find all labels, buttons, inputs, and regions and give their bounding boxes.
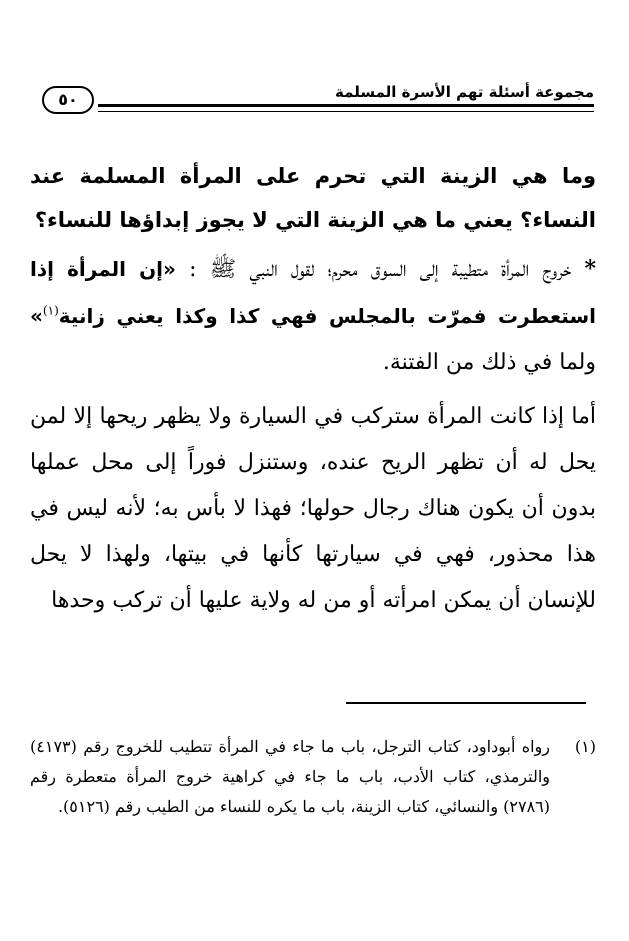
hadith-quote: «إن المرأة إذا استعطرت فمرّت بالمجلس فهي كذا وكذا يعني زانية — [30, 257, 596, 328]
hadith-close-quote: » — [30, 304, 43, 328]
second-paragraph: أما إذا كانت المرأة ستركب في السيارة ولا يظهر ريحها إلا لمن يحل له أن تظهر الريح عنده، وستنزل فوراً إلى محل عملها بدون أن يكون هناك رجال حولها؛ فهذا لا بأس به؛ لأنه ليس في هذا محذور، فهي في سيارتها كأنها في بيتها، ولهذا لا يحل للإنسان أن يمكن امرأته أو من له ولاية عليها أن تركب وحدها — [30, 404, 596, 613]
answer-paragraph — [30, 246, 596, 386]
footnote-separator — [346, 702, 586, 704]
header-rule-thin — [98, 111, 594, 112]
footnote — [30, 732, 596, 822]
answer-text-after: ولما في ذلك من الفتنة. — [382, 350, 596, 375]
page-header — [42, 78, 594, 140]
bullet-star-icon: * — [584, 256, 596, 282]
header-rule-thick — [98, 104, 594, 107]
running-title: مجموعة أسئلة تهم الأسرة المسلمة — [335, 83, 594, 101]
footnote-number: (١) — [574, 737, 596, 756]
question-heading: وما هي الزينة التي تحرم على المرأة المسلمة عند النساء؟ يعني ما هي الزينة التي لا يجوز إبداؤها للنساء؟ — [30, 164, 596, 232]
page-number-badge: ٥٠ — [42, 86, 94, 114]
footnote-reference[interactable]: (١) — [42, 303, 59, 318]
main-content — [30, 154, 596, 624]
footnote-text: رواه أبوداود، كتاب الترجل، باب ما جاء في المرأة تتطيب للخروج رقم (٤١٧٣) والترمذي، كتاب الأدب، باب ما جاء في كراهية خروج المرأة متعطرة رقم (٢٧٨٦) والنسائي، كتاب الزينة، باب ما يكره للنساء من الطيب رقم (٥١٢٦). — [30, 737, 550, 816]
answer-text-before: خروج المرأة متطيبة إلى السوق محرم؛ لقول النبي ﷺ : — [175, 257, 585, 282]
